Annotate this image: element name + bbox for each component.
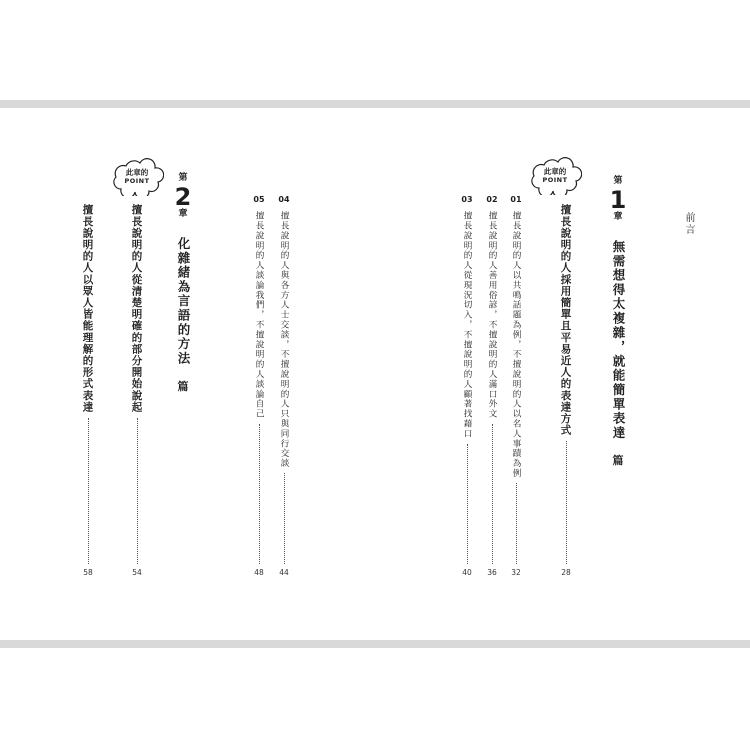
toc-section-number: 01 bbox=[510, 195, 522, 204]
toc-point-entry bbox=[127, 204, 147, 578]
dotted-leader bbox=[259, 424, 260, 564]
top-gray-band bbox=[0, 100, 750, 108]
chapter-1-title-block bbox=[606, 240, 630, 468]
chapter-2-title-block bbox=[171, 237, 195, 394]
toc-section-number: 02 bbox=[486, 195, 498, 204]
toc-entry-text: 擅長說明的人採用簡單且平易近人的表達方式 bbox=[559, 204, 572, 436]
toc-entry-text: 擅長說明的人善用俗諺，不擅說明的人滿口外文 bbox=[487, 211, 497, 419]
point-badge-line1: 此章的 bbox=[543, 167, 567, 176]
toc-section-entry bbox=[482, 195, 502, 578]
toc-point-entry bbox=[556, 204, 576, 578]
toc-section-entry bbox=[506, 195, 526, 578]
toc-entry-page: 36 bbox=[487, 568, 497, 577]
toc-section-entry bbox=[457, 195, 477, 578]
dotted-leader bbox=[137, 418, 138, 564]
toc-entry-page: 54 bbox=[132, 568, 142, 577]
toc-section-number: 05 bbox=[253, 195, 265, 204]
dotted-leader bbox=[467, 444, 468, 564]
chapter-1-title: 無需想得太複雜，就能簡單表達 bbox=[611, 240, 626, 441]
toc-entry-text: 擅長說明的人從清楚明確的部分開始說起 bbox=[130, 204, 143, 413]
toc-entry-page: 32 bbox=[511, 568, 521, 577]
toc-point-entry bbox=[78, 204, 98, 578]
chapter-1-point-bubble bbox=[528, 157, 582, 195]
chapter-2-heading bbox=[171, 173, 195, 220]
chapter-2-label-suffix: 章 bbox=[178, 209, 188, 219]
bottom-gray-band bbox=[0, 640, 750, 648]
toc-entry-page: 44 bbox=[279, 568, 289, 577]
point-badge-line2: POINT bbox=[542, 176, 568, 184]
chapter-1-number: 1 bbox=[609, 186, 627, 214]
dotted-leader bbox=[284, 473, 285, 564]
chapter-1-label-suffix: 章 bbox=[613, 212, 623, 222]
toc-entry-page: 28 bbox=[561, 568, 571, 577]
toc-entry-text: 擅長說明的人以眾人皆能理解的形式表達 bbox=[81, 204, 94, 413]
chapter-2-title: 化雜緒為言語的方法 bbox=[176, 237, 191, 366]
point-badge-line2: POINT bbox=[124, 177, 150, 185]
dotted-leader bbox=[88, 418, 89, 564]
chapter-2-point-bubble bbox=[110, 158, 164, 196]
chapter-2-label-prefix: 第 bbox=[178, 173, 188, 183]
toc-entry-text: 擅長說明的人談論我們，不擅說明的人談論自己 bbox=[254, 211, 264, 419]
toc-entry-page: 48 bbox=[254, 568, 264, 577]
toc-entry-page: 58 bbox=[83, 568, 93, 577]
toc-section-number: 04 bbox=[278, 195, 290, 204]
toc-section-entry bbox=[249, 195, 269, 578]
toc-entry-text: 擅長說明的人從現況切入，不擅說明的人顧著找藉口 bbox=[462, 211, 472, 439]
chapter-1-heading bbox=[606, 176, 630, 223]
toc-entry-text: 擅長說明的人與各方人士交談，不擅說明的人只與同行交談 bbox=[279, 211, 289, 469]
toc-entry-page: 40 bbox=[462, 568, 472, 577]
chapter-1-title-suffix: 篇 bbox=[612, 454, 624, 468]
chapter-2-title-suffix: 篇 bbox=[177, 379, 189, 393]
chapter-2-number: 2 bbox=[174, 183, 192, 211]
toc-section-number: 03 bbox=[461, 195, 473, 204]
toc-entry-text: 擅長說明的人以共鳴話題為例，不擅說明的人以名人事蹟為例 bbox=[511, 211, 521, 479]
dotted-leader bbox=[492, 424, 493, 564]
chapter-1-label-prefix: 第 bbox=[613, 176, 623, 186]
dotted-leader bbox=[566, 441, 567, 564]
toc-section-entry bbox=[274, 195, 294, 578]
preface-entry: 前言 bbox=[683, 212, 694, 236]
point-badge-line1: 此章的 bbox=[125, 168, 149, 177]
dotted-leader bbox=[516, 483, 517, 564]
